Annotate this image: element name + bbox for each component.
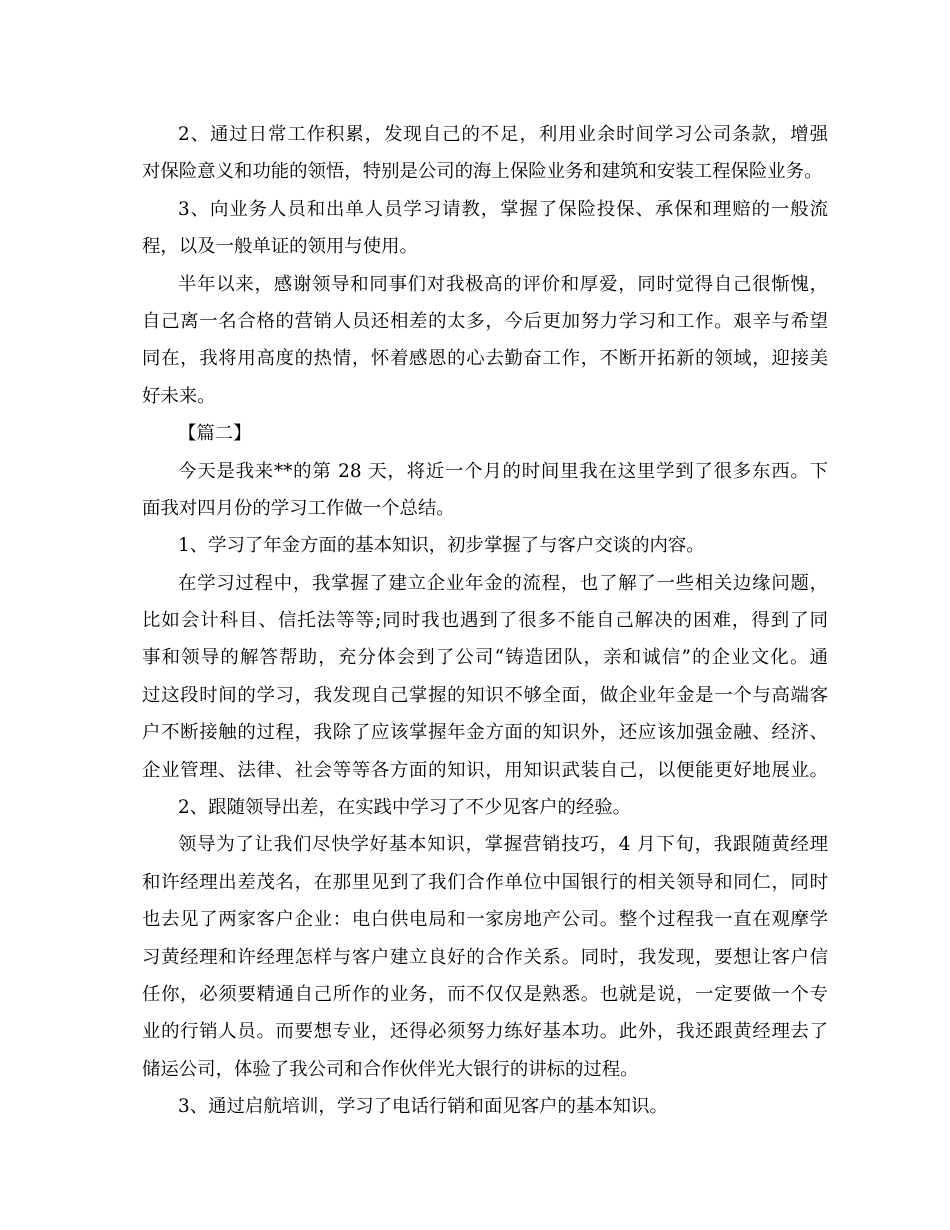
text-line: 半年以来，感谢领导和同事们对我极高的评价和厚爱，同时觉得自己很惭愧，	[178, 273, 828, 295]
text-line: 3、通过启航培训，学习了电话行销和面见客户的基本知识。	[178, 1096, 668, 1118]
text-line: 程，以及一般单证的领用与使用。	[142, 236, 418, 258]
text-line: 习黄经理和许经理怎样与客户建立良好的合作关系。同时，我发现，要想让客户信	[142, 946, 828, 968]
text-line: 在学习过程中，我掌握了建立企业年金的流程，也了解了一些相关边缘问题，	[178, 572, 828, 594]
text-line: 业的行销人员。而要想专业，还得必须努力练好基本功。此外，我还跟黄经理去了	[142, 1021, 828, 1043]
text-line: 好未来。	[142, 385, 216, 407]
text-line: 储运公司，体验了我公司和合作伙伴光大银行的讲标的过程。	[142, 1058, 639, 1080]
text-line: 【篇二】	[178, 423, 252, 445]
text-line: 同在，我将用高度的热情，怀着感恩的心去勤奋工作，不断开拓新的领域，迎接美	[142, 348, 828, 370]
text-line: 也去见了两家客户企业：电白供电局和一家房地产公司。整个过程我一直在观摩学	[142, 909, 828, 931]
text-line: 3、向业务人员和出单人员学习请教，掌握了保险投保、承保和理赔的一般流	[178, 198, 828, 220]
text-line: 过这段时间的学习，我发现自己掌握的知识不够全面，做企业年金是一个与高端客	[142, 684, 828, 706]
text-line: 事和领导的解答帮助，充分体会到了公司“铸造团队，亲和诚信”的企业文化。通	[142, 647, 828, 669]
text-line: 2、跟随领导出差，在实践中学习了不少见客户的经验。	[178, 797, 632, 819]
text-line: 1、学习了年金方面的基本知识，初步掌握了与客户交谈的内容。	[178, 535, 705, 557]
text-line: 户不断接触的过程，我除了应该掌握年金方面的知识外，还应该加强金融、经济、	[142, 722, 828, 744]
text-line: 对保险意义和功能的领悟，特别是公司的海上保险业务和建筑和安装工程保险业务。	[142, 161, 823, 183]
document-body	[142, 116, 828, 1126]
text-line: 面我对四月份的学习工作做一个总结。	[142, 497, 455, 519]
text-line: 今天是我来**的第 28 天，将近一个月的时间里我在这里学到了很多东西。下	[178, 460, 828, 482]
text-line: 领导为了让我们尽快学好基本知识，掌握营销技巧，4 月下旬，我跟随黄经理	[178, 834, 828, 856]
text-line: 比如会计科目、信托法等等;同时我也遇到了很多不能自己解决的困难，得到了同	[142, 610, 828, 632]
text-line: 和许经理出差茂名，在那里见到了我们合作单位中国银行的相关领导和同仁，同时	[142, 871, 828, 893]
text-line: 企业管理、法律、社会等等各方面的知识，用知识武装自己，以便能更好地展业。	[142, 759, 828, 781]
text-line: 2、通过日常工作积累，发现自己的不足，利用业余时间学习公司条款，增强	[178, 124, 828, 145]
text-line: 任你，必须要精通自己所作的业务，而不仅仅是熟悉。也就是说，一定要做一个专	[142, 983, 828, 1005]
text-line: 自己离一名合格的营销人员还相差的太多，今后更加努力学习和工作。艰辛与希望	[142, 310, 828, 332]
